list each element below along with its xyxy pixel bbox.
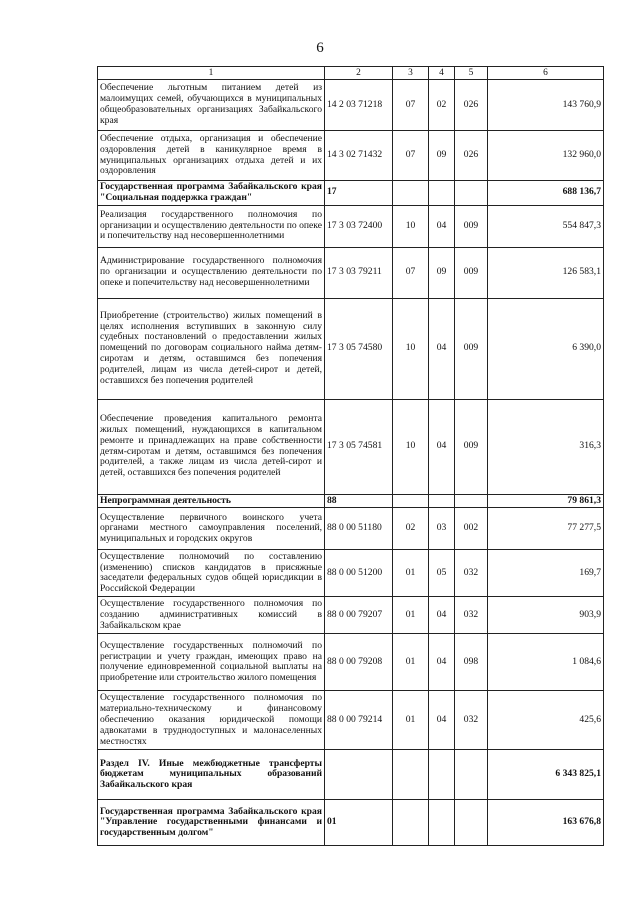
table-row [98, 800, 604, 846]
row-subsection: 04 [429, 691, 455, 750]
row-subsection [429, 750, 455, 800]
header-cell: 6 [488, 67, 604, 80]
header-cell: 3 [393, 67, 429, 80]
header-cell: 5 [455, 67, 488, 80]
row-subsection: 04 [429, 399, 455, 494]
row-section [393, 494, 429, 508]
table-row [98, 131, 604, 181]
table-row [98, 691, 604, 750]
row-expense-type: 009 [455, 247, 488, 298]
row-name: Осуществление первичного воинского учета органами местного самоуправления поселений, муниципальных и городских округов [98, 508, 325, 550]
row-expense-type: 098 [455, 634, 488, 691]
row-amount: 77 277,5 [488, 508, 604, 550]
row-name: Администрирование государственного полномочия по организации и осуществлению деятельности по опеке и попечительству над несовершеннолетними [98, 247, 325, 298]
row-code: 88 0 00 79207 [325, 597, 393, 634]
row-section: 07 [393, 80, 429, 131]
row-code: 17 3 05 74581 [325, 399, 393, 494]
table-row [98, 181, 604, 206]
row-code: 17 3 03 79211 [325, 247, 393, 298]
row-section [393, 181, 429, 206]
table-row [98, 205, 604, 247]
row-name: Непрограммная деятельность [98, 494, 325, 508]
row-code: 14 2 03 71218 [325, 80, 393, 131]
table-row [98, 298, 604, 399]
table-row [98, 597, 604, 634]
row-subsection: 09 [429, 247, 455, 298]
row-code: 17 3 05 74580 [325, 298, 393, 399]
row-section: 01 [393, 597, 429, 634]
table-row [98, 80, 604, 131]
row-code [325, 750, 393, 800]
row-subsection: 03 [429, 508, 455, 550]
row-section: 02 [393, 508, 429, 550]
row-code: 14 3 02 71432 [325, 131, 393, 181]
row-code: 88 [325, 494, 393, 508]
row-expense-type: 002 [455, 508, 488, 550]
table-row [98, 508, 604, 550]
row-name: Реализация государственного полномочия по организации и осуществлению деятельности по опеке и попечительству над несовершеннолетними [98, 205, 325, 247]
row-expense-type: 026 [455, 131, 488, 181]
row-amount: 903,9 [488, 597, 604, 634]
row-subsection [429, 494, 455, 508]
row-expense-type [455, 181, 488, 206]
row-subsection: 04 [429, 634, 455, 691]
row-subsection: 09 [429, 131, 455, 181]
row-name: Обеспечение льготным питанием детей из малоимущих семей, обучающихся в муниципальных общеобразовательных организациях Забайкальского края [98, 80, 325, 131]
row-expense-type: 026 [455, 80, 488, 131]
row-code: 88 0 00 51200 [325, 550, 393, 597]
row-section: 01 [393, 550, 429, 597]
row-amount: 554 847,3 [488, 205, 604, 247]
row-amount: 132 960,0 [488, 131, 604, 181]
table-row [98, 247, 604, 298]
table-row [98, 634, 604, 691]
row-amount: 316,3 [488, 399, 604, 494]
header-cell: 2 [325, 67, 393, 80]
row-expense-type: 032 [455, 691, 488, 750]
row-amount: 6 390,0 [488, 298, 604, 399]
table-row [98, 494, 604, 508]
row-code: 01 [325, 800, 393, 846]
row-name: Осуществление государственного полномочия по созданию административных комиссий в Забайкальском крае [98, 597, 325, 634]
row-amount: 143 760,9 [488, 80, 604, 131]
row-expense-type [455, 494, 488, 508]
row-section: 07 [393, 131, 429, 181]
row-code: 88 0 00 51180 [325, 508, 393, 550]
row-name: Государственная программа Забайкальского края "Социальная поддержка граждан" [98, 181, 325, 206]
row-amount: 163 676,8 [488, 800, 604, 846]
row-expense-type [455, 750, 488, 800]
row-expense-type [455, 800, 488, 846]
row-subsection [429, 181, 455, 206]
row-section [393, 800, 429, 846]
row-expense-type: 009 [455, 298, 488, 399]
page-number: 6 [316, 40, 324, 56]
row-section: 10 [393, 298, 429, 399]
row-name: Обеспечение отдыха, организация и обеспечение оздоровления детей в каникулярное время в муниципальных организациях отдыха детей и их оздоровления [98, 131, 325, 181]
row-section: 01 [393, 691, 429, 750]
row-subsection [429, 800, 455, 846]
row-amount: 1 084,6 [488, 634, 604, 691]
row-amount: 126 583,1 [488, 247, 604, 298]
row-expense-type: 009 [455, 399, 488, 494]
row-code: 88 0 00 79214 [325, 691, 393, 750]
header-cell: 1 [98, 67, 325, 80]
budget-table [97, 66, 604, 846]
row-code: 88 0 00 79208 [325, 634, 393, 691]
row-subsection: 02 [429, 80, 455, 131]
row-subsection: 04 [429, 205, 455, 247]
table-row [98, 550, 604, 597]
row-amount: 6 343 825,1 [488, 750, 604, 800]
row-section: 10 [393, 399, 429, 494]
row-amount: 425,6 [488, 691, 604, 750]
row-amount: 169,7 [488, 550, 604, 597]
row-section [393, 750, 429, 800]
row-section: 07 [393, 247, 429, 298]
row-subsection: 05 [429, 550, 455, 597]
row-name: Государственная программа Забайкальского края "Управление государственными финансами и государственным долгом" [98, 800, 325, 846]
row-code: 17 [325, 181, 393, 206]
row-amount: 79 861,3 [488, 494, 604, 508]
row-expense-type: 032 [455, 597, 488, 634]
row-name: Осуществление полномочий по составлению (изменению) списков кандидатов в присяжные заседатели федеральных судов общей юрисдикции в Российской Федерации [98, 550, 325, 597]
row-expense-type: 032 [455, 550, 488, 597]
row-subsection: 04 [429, 597, 455, 634]
row-name: Осуществление государственных полномочий по регистрации и учету граждан, имеющих право на получение единовременной социальной выплаты на приобретение или строительство жилого помещения [98, 634, 325, 691]
row-expense-type: 009 [455, 205, 488, 247]
table-row [98, 399, 604, 494]
table-header-row [98, 67, 604, 80]
row-name: Осуществление государственного полномочия по материально-техническому и финансовому обеспечению оказания юридической помощи адвокатами в труднодоступных и малонаселенных местностях [98, 691, 325, 750]
row-section: 10 [393, 205, 429, 247]
row-name: Обеспечение проведения капитального ремонта жилых помещений, нуждающихся в капитальном ремонте и принадлежащих на праве собственности детям-сиротам и детям, оставшимся без попечения родителей, а также лицам из числа детей-сирот и детей, оставшихся без попечения родителей [98, 399, 325, 494]
row-subsection: 04 [429, 298, 455, 399]
table-row [98, 750, 604, 800]
row-amount: 688 136,7 [488, 181, 604, 206]
row-name: Раздел IV. Иные межбюджетные трансферты бюджетам муниципальных образований Забайкальского края [98, 750, 325, 800]
row-code: 17 3 03 72400 [325, 205, 393, 247]
header-cell: 4 [429, 67, 455, 80]
row-name: Приобретение (строительство) жилых помещений в целях исполнения вступивших в законную силу судебных постановлений о предоставлении жилых помещений по договорам социального найма детям-сиротам и детям, оставшимся без попечения родителей, лицам из числа детей-сирот и детей, оставшихся без попечения родителей [98, 298, 325, 399]
row-section: 01 [393, 634, 429, 691]
